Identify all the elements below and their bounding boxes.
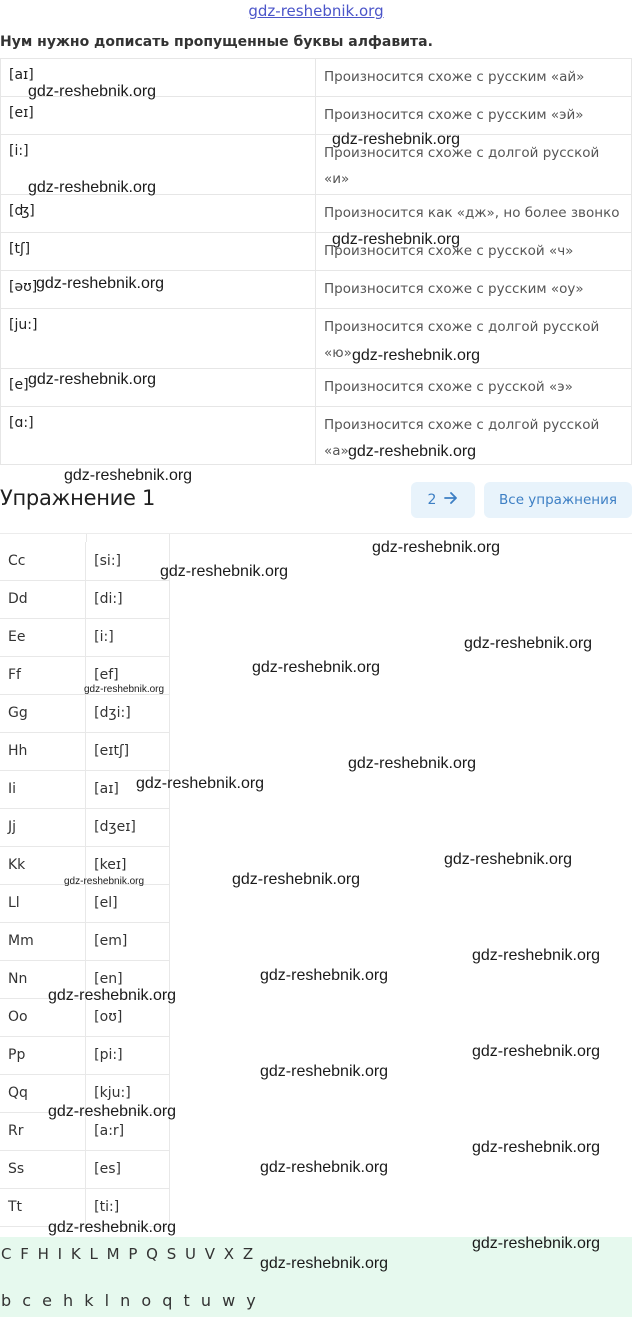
watermark: gdz-reshebnik.org: [252, 659, 381, 676]
alphabet-letter: Mm: [0, 922, 86, 960]
alphabet-letter: Ii: [0, 770, 86, 808]
alphabet-row: [0, 580, 170, 618]
alphabet-letter: Qq: [0, 1074, 86, 1112]
alphabet-letter: Ff: [0, 656, 86, 694]
alphabet-letter: Cc: [0, 542, 86, 580]
watermark: gdz-reshebnik.org: [464, 635, 593, 652]
watermark: gdz-reshebnik.org: [444, 851, 573, 868]
phonetic-description: Произносится схоже с долгой русской «а»: [316, 407, 632, 465]
watermark: gdz-reshebnik.org: [64, 467, 193, 484]
watermark: gdz-reshebnik.org: [260, 1159, 389, 1176]
alphabet-transcription: [eɪtʃ]: [86, 732, 170, 770]
alphabet-transcription: [a:r]: [86, 1112, 170, 1150]
alphabet-row: [0, 922, 170, 960]
alphabet-letter: Gg: [0, 694, 86, 732]
alphabet-table-stub: [0, 534, 170, 542]
watermark: gdz-reshebnik.org: [64, 876, 145, 887]
watermark: gdz-reshebnik.org: [84, 684, 165, 695]
alphabet-transcription: [di:]: [86, 580, 170, 618]
watermark: gdz-reshebnik.org: [352, 347, 481, 364]
alphabet-row: [0, 808, 170, 846]
watermark: gdz-reshebnik.org: [472, 1235, 601, 1252]
alphabet-transcription: [ti:]: [86, 1188, 170, 1226]
alphabet-transcription: [oʊ]: [86, 998, 170, 1036]
alphabet-letter: Rr: [0, 1112, 86, 1150]
phonetics-table: [0, 58, 632, 465]
site-watermark-link[interactable]: gdz-reshebnik.org: [248, 2, 384, 20]
watermark: gdz-reshebnik.org: [28, 83, 157, 100]
watermark: gdz-reshebnik.org: [260, 1063, 389, 1080]
alphabet-letter: Ll: [0, 884, 86, 922]
watermark: gdz-reshebnik.org: [48, 987, 177, 1004]
phonetic-symbol: [aɪ]: [1, 59, 316, 97]
alphabet-transcription: [el]: [86, 884, 170, 922]
intro-text: Нум нужно дописать пропущенные буквы алфавита.: [0, 34, 433, 50]
phonetic-description: Произносится схоже с русской «ч»: [316, 233, 632, 271]
phonetics-row: [1, 233, 632, 271]
phonetics-row: [1, 195, 632, 233]
watermark: gdz-reshebnik.org: [260, 967, 389, 984]
phonetic-symbol: [tʃ]: [1, 233, 316, 271]
phonetic-description: Произносится схоже с долгой русской «и»: [316, 135, 632, 195]
watermark: gdz-reshebnik.org: [260, 1255, 389, 1272]
alphabet-letter: Nn: [0, 960, 86, 998]
phonetics-row: [1, 97, 632, 135]
phonetic-symbol: [i:]: [1, 135, 316, 195]
all-exercises-label: Все упражнения: [499, 492, 617, 508]
watermark: gdz-reshebnik.org: [472, 1139, 601, 1156]
phonetic-description: Произносится схоже с русской «э»: [316, 369, 632, 407]
alphabet-transcription: [aɪ]: [86, 770, 170, 808]
alphabet-row: [0, 1036, 170, 1074]
next-exercise-button[interactable]: [411, 482, 475, 518]
alphabet-letter: Ss: [0, 1150, 86, 1188]
watermark: gdz-reshebnik.org: [332, 231, 461, 248]
phonetics-row: [1, 309, 632, 369]
alphabet-letter: Tt: [0, 1188, 86, 1226]
alphabet-transcription: [en]: [86, 960, 170, 998]
alphabet-transcription: [dʒeɪ]: [86, 808, 170, 846]
phonetic-symbol: [e]: [1, 369, 316, 407]
alphabet-letter: Ee: [0, 618, 86, 656]
alphabet-letter: Hh: [0, 732, 86, 770]
alphabet-letter: Dd: [0, 580, 86, 618]
phonetic-description: Произносится схоже с русским «ай»: [316, 59, 632, 97]
watermark: gdz-reshebnik.org: [48, 1219, 177, 1236]
watermark: gdz-reshebnik.org: [136, 775, 265, 792]
phonetic-description: Произносится схоже с русским «оу»: [316, 271, 632, 309]
phonetic-description: Произносится схоже с долгой русской «ю»: [316, 309, 632, 369]
phonetic-description: Произносится схоже с русским «эй»: [316, 97, 632, 135]
alphabet-transcription: [ef]: [86, 656, 170, 694]
watermark: gdz-reshebnik.org: [472, 1043, 601, 1060]
phonetic-description: Произносится как «дж», но более звонко: [316, 195, 632, 233]
alphabet-transcription: [i:]: [86, 618, 170, 656]
watermark: gdz-reshebnik.org: [472, 947, 601, 964]
answer-uppercase: C F H I K L M P Q S U V X Z: [1, 1245, 256, 1263]
watermark: gdz-reshebnik.org: [348, 755, 477, 772]
phonetic-symbol: [ɑ:]: [1, 407, 316, 465]
alphabet-transcription: [pi:]: [86, 1036, 170, 1074]
alphabet-row: [0, 542, 170, 580]
alphabet-transcription: [es]: [86, 1150, 170, 1188]
alphabet-row: [0, 618, 170, 656]
exercise-title: Упражнение 1: [0, 486, 156, 510]
alphabet-transcription: [si:]: [86, 542, 170, 580]
watermark: gdz-reshebnik.org: [232, 871, 361, 888]
arrow-right-icon: [444, 492, 458, 508]
alphabet-letter: Oo: [0, 998, 86, 1036]
watermark: gdz-reshebnik.org: [48, 1103, 177, 1120]
phonetic-symbol: [ʤ]: [1, 195, 316, 233]
next-exercise-label: 2: [427, 492, 437, 508]
watermark: gdz-reshebnik.org: [348, 443, 477, 460]
alphabet-transcription: [em]: [86, 922, 170, 960]
watermark: gdz-reshebnik.org: [332, 131, 461, 148]
watermark: gdz-reshebnik.org: [372, 539, 501, 556]
alphabet-transcription: [kju:]: [86, 1074, 170, 1112]
alphabet-letter: Kk: [0, 846, 86, 884]
alphabet-row: [0, 884, 170, 922]
alphabet-letter: Pp: [0, 1036, 86, 1074]
alphabet-transcription: [dʒi:]: [86, 694, 170, 732]
watermark: gdz-reshebnik.org: [160, 563, 289, 580]
phonetic-symbol: [eɪ]: [1, 97, 316, 135]
phonetics-row: [1, 407, 632, 465]
phonetic-symbol: [əʊ]: [1, 271, 316, 309]
watermark: gdz-reshebnik.org: [28, 371, 157, 388]
watermark: gdz-reshebnik.org: [28, 179, 157, 196]
watermark: gdz-reshebnik.org: [36, 275, 165, 292]
alphabet-row: [0, 1150, 170, 1188]
alphabet-transcription: [keɪ]: [86, 846, 170, 884]
all-exercises-button[interactable]: [484, 482, 632, 518]
alphabet-row: [0, 732, 170, 770]
answer-lowercase: b c e h k l n o q t u w y: [1, 1291, 259, 1310]
alphabet-letter: Jj: [0, 808, 86, 846]
phonetic-symbol: [ju:]: [1, 309, 316, 369]
alphabet-row: [0, 694, 170, 732]
